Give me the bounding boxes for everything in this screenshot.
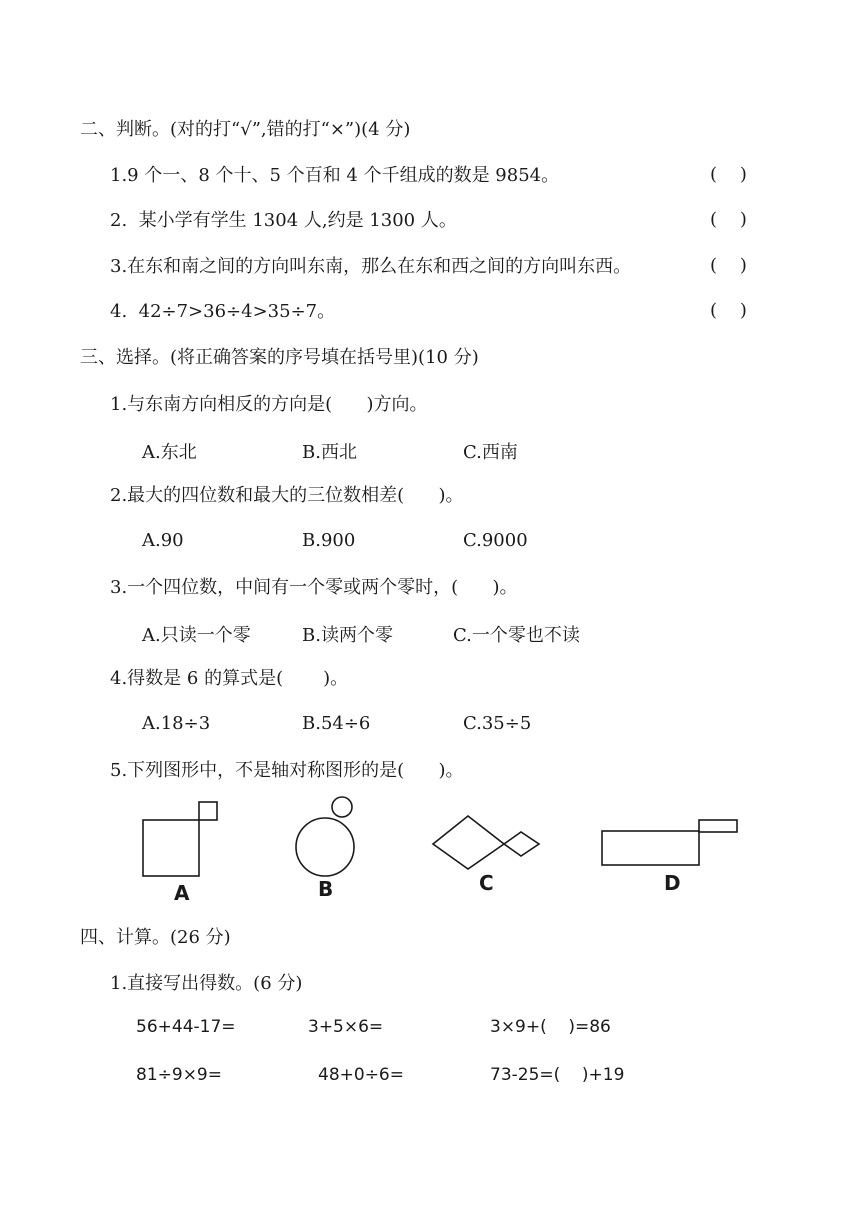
long-rectangle-shape bbox=[602, 831, 699, 865]
figure-label-d: D bbox=[664, 871, 681, 895]
choice-question-2: 2.最大的四位数和最大的三位数相差( )。 bbox=[110, 485, 464, 506]
option-b[interactable]: B.54÷6 bbox=[302, 713, 371, 734]
answer-blank-4[interactable]: ( ) bbox=[710, 300, 747, 321]
choice-question-3: 3.一个四位数，中间有一个零或两个零时，( )。 bbox=[110, 577, 518, 598]
section2-heading: 二、判断。(对的打“√”,错的打“×”)(4 分) bbox=[80, 119, 411, 140]
answer-blank-3[interactable]: ( ) bbox=[710, 255, 747, 276]
large-circle-shape bbox=[296, 818, 354, 876]
square-shape bbox=[143, 820, 199, 876]
option-c[interactable]: C.西南 bbox=[463, 442, 518, 463]
calc-expression: 3×9+( )=86 bbox=[490, 1017, 611, 1037]
figure-d[interactable] bbox=[602, 820, 737, 865]
option-a[interactable]: A.90 bbox=[142, 530, 184, 551]
calc-expression: 48+0÷6= bbox=[318, 1065, 404, 1085]
section3-heading: 三、选择。(将正确答案的序号填在括号里)(10 分) bbox=[80, 347, 479, 368]
small-circle-shape bbox=[332, 797, 352, 817]
option-c[interactable]: C.9000 bbox=[463, 530, 528, 551]
choice-question-5: 5.下列图形中，不是轴对称图形的是( )。 bbox=[110, 760, 464, 781]
figure-c[interactable] bbox=[433, 816, 539, 869]
option-c[interactable]: C.35÷5 bbox=[463, 713, 532, 734]
option-c[interactable]: C.一个零也不读 bbox=[453, 625, 580, 646]
small-rhombus-shape bbox=[504, 832, 539, 856]
figure-a[interactable] bbox=[143, 802, 217, 876]
calc-expression: 3+5×6= bbox=[308, 1017, 384, 1037]
figure-label-c: C bbox=[479, 871, 494, 895]
section4-heading: 四、计算。(26 分) bbox=[80, 927, 231, 948]
calc-expression: 81÷9×9= bbox=[136, 1065, 222, 1085]
calc-expression: 73-25=( )+19 bbox=[490, 1065, 625, 1085]
option-b[interactable]: B.900 bbox=[302, 530, 356, 551]
option-a[interactable]: A.东北 bbox=[142, 442, 197, 463]
option-a[interactable]: A.18÷3 bbox=[142, 713, 211, 734]
answer-blank-1[interactable]: ( ) bbox=[710, 164, 747, 185]
option-b[interactable]: B.读两个零 bbox=[302, 625, 393, 646]
option-a[interactable]: A.只读一个零 bbox=[142, 625, 251, 646]
judge-item-4: 4. 42÷7>36÷4>35÷7。 bbox=[110, 301, 336, 322]
judge-item-2: 2. 某小学有学生 1304 人,约是 1300 人。 bbox=[110, 210, 457, 231]
figure-label-a: A bbox=[174, 881, 190, 905]
option-b[interactable]: B.西北 bbox=[302, 442, 357, 463]
judge-item-1: 1.9 个一、8 个十、5 个百和 4 个千组成的数是 9854。 bbox=[110, 165, 560, 186]
section4-sub-heading: 1.直接写出得数。(6 分) bbox=[110, 973, 303, 994]
choice-question-4: 4.得数是 6 的算式是( )。 bbox=[110, 668, 349, 689]
small-rectangle-shape bbox=[699, 820, 737, 832]
choice-question-1: 1.与东南方向相反的方向是( )方向。 bbox=[110, 394, 428, 415]
answer-blank-2[interactable]: ( ) bbox=[710, 209, 747, 230]
judge-item-3: 3.在东和南之间的方向叫东南，那么在东和西之间的方向叫东西。 bbox=[110, 256, 632, 277]
figure-label-b: B bbox=[318, 877, 334, 901]
small-square-shape bbox=[199, 802, 217, 820]
figure-b[interactable] bbox=[296, 797, 354, 876]
calc-expression: 56+44-17= bbox=[136, 1017, 236, 1037]
large-rhombus-shape bbox=[433, 816, 504, 869]
shapes-figure bbox=[0, 796, 860, 906]
